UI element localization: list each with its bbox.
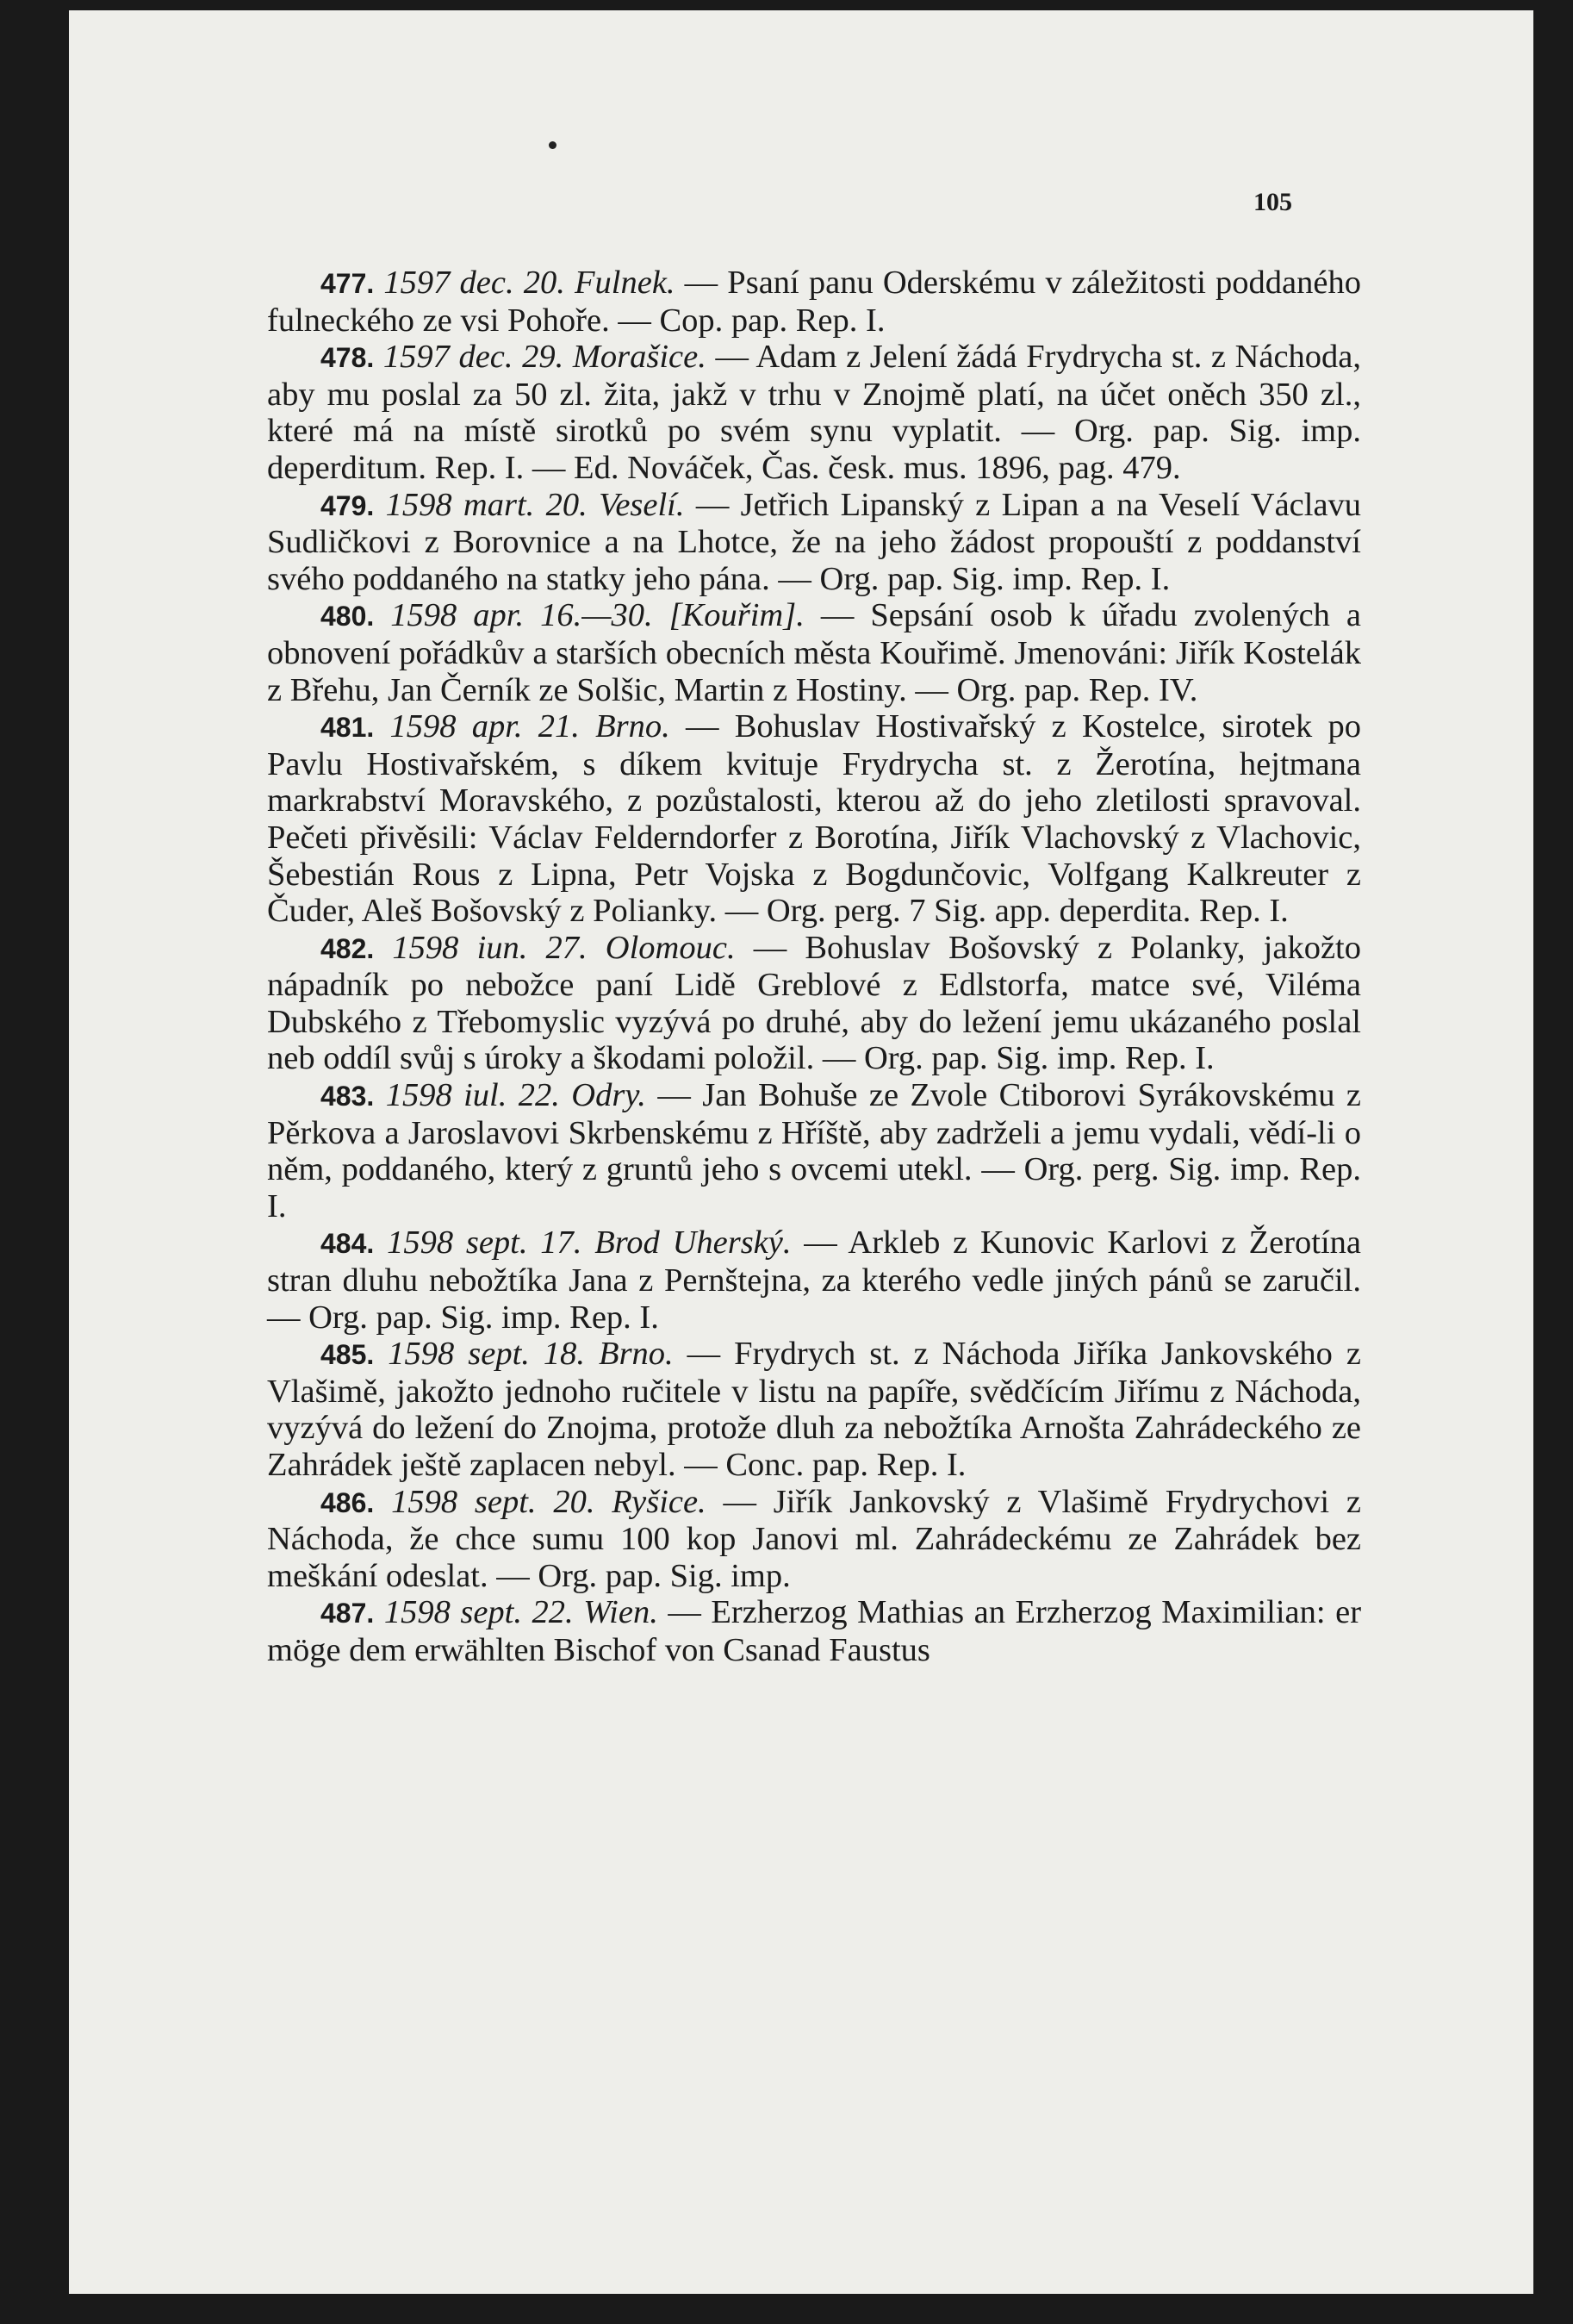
entry-number: 481.	[320, 712, 375, 744]
entry-number: 487.	[320, 1598, 375, 1629]
entry-number: 486.	[320, 1486, 375, 1518]
entry-date: 1598 apr. 16.—30.	[390, 597, 653, 634]
entry-date: 1598 sept. 18.	[388, 1336, 586, 1373]
entry-487	[267, 1594, 1361, 1668]
entry-number: 479.	[320, 489, 375, 521]
entry-479	[267, 487, 1361, 598]
entry-486	[267, 1484, 1361, 1595]
entries-block	[267, 265, 1361, 1669]
entry-date: 1598 mart. 20.	[385, 486, 588, 523]
entry-number: 482.	[320, 932, 375, 964]
entry-number: 484.	[320, 1228, 375, 1260]
entry-482	[267, 930, 1361, 1077]
entry-text: — Erzherzog Mathias an Erzherzog Maximilian: er möge dem erwählten Bischof von Csanad Faustus	[267, 1594, 1362, 1668]
entry-place: Odry.	[571, 1077, 646, 1114]
entry-place: [Kouřim].	[668, 597, 805, 634]
entry-text: — Sepsání osob k úřadu zvolených a obnovení pořádkův a starších obecních města Kouřimě. Jmenováni: Jiřík Kostelák z Břehu, Jan Černík ze Solšic, Martin z Hostiny. — Org. pap. Rep. IV.	[267, 597, 1362, 708]
entry-date: 1598 iun. 27.	[392, 929, 588, 966]
entry-date: 1597 dec. 29.	[382, 339, 564, 376]
entry-number: 485.	[320, 1339, 375, 1371]
entry-480	[267, 597, 1361, 708]
entry-place: Wien.	[583, 1594, 658, 1631]
entry-483	[267, 1077, 1361, 1224]
entry-text: — Arkleb z Kunovic Karlovi z Žerotína stran dluhu nebožtíka Jana z Pernštejna, za kterého vedle jiných pánů se zaručil. — Org. pap. Sig. imp. Rep. I.	[267, 1224, 1362, 1336]
entry-478	[267, 339, 1361, 486]
entry-text: — Jiřík Jankovský z Vlašimě Frydrychovi z Náchoda, že chce sumu 100 kop Janovi ml. Zahrádeckému ze Zahrádek bez meškání odeslat. — Org. pap. Sig. imp.	[267, 1483, 1361, 1594]
entry-date: 1597 dec. 20.	[383, 265, 565, 301]
entry-number: 477.	[320, 268, 375, 299]
entry-number: 483.	[320, 1081, 375, 1112]
entry-date: 1598 sept. 22.	[383, 1594, 574, 1631]
entry-place: Fulnek.	[575, 265, 675, 301]
entry-date: 1598 sept. 20.	[391, 1483, 595, 1520]
entry-text: — Bohuslav Bošovský z Polanky, jakožto nápadník po nebožce paní Lidě Greblové z Edlstorfa, matce své, Viléma Dubského z Třebomyslic vyzývá po druhé, aby do ležení jemu ukázaného poslal neb oddíl svůj s úroky a škodami položil. — Org. pap. Sig. imp. Rep. I.	[267, 929, 1361, 1077]
entry-text: — Adam z Jelení žádá Frydrycha st. z Náchoda, aby mu poslal za 50 zl. žita, jakž v trhu v Znojmě platí, na účet oněch 350 zl., které má na místě sirotků po svém synu vyplatit. — Org. pap. Sig. imp. deperditum. Rep. I. — Ed. Nováček, Čas. česk. mus. 1896, pag. 479.	[267, 339, 1362, 486]
entry-date: 1598 sept. 17.	[387, 1224, 582, 1262]
entry-484	[267, 1224, 1361, 1336]
document-page	[69, 10, 1533, 2294]
entry-place: Brod Uherský.	[594, 1224, 792, 1262]
entry-place: Morašice.	[572, 339, 706, 376]
entry-place: Olomouc.	[605, 929, 736, 966]
entry-text: — Psaní panu Oderskému v záležitosti poddaného fulneckého ze vsi Pohoře. — Cop. pap. Rep. I.	[267, 265, 1361, 339]
entry-485	[267, 1336, 1361, 1483]
entry-place: Brno.	[599, 1336, 674, 1373]
entry-477	[267, 265, 1361, 339]
ink-dot	[549, 141, 556, 149]
entry-place: Ryšice.	[612, 1483, 706, 1520]
entry-place: Brno.	[595, 708, 670, 745]
entry-date: 1598 apr. 21.	[389, 708, 580, 745]
entry-date: 1598 iul. 22.	[385, 1077, 560, 1114]
entry-number: 480.	[320, 601, 375, 632]
entry-text: — Frydrych st. z Náchoda Jiříka Jankovského z Vlašimě, jakožto jednoho ručitele v listu na papíře, svědčícím Jiřímu z Náchoda, vyzývá do ležení do Znojma, protože dluh za nebožtíka Arnošta Zahrádeckého ze Zahrádek ještě zaplacen nebyl. — Conc. pap. Rep. I.	[267, 1336, 1361, 1483]
page-number: 105	[1253, 188, 1292, 216]
entry-text: — Bohuslav Hostivařský z Kostelce, sirotek po Pavlu Hostivařském, s díkem kvituje Frydrycha st. z Žerotína, hejtmana markrabství Moravského, z pozůstalosti, kterou až do jeho zletilosti spravoval. Pečeti přivěsili: Václav Felderndorfer z Borotína, Jiřík Vlachovský z Vlachovic, Šebestián Rous z Lipna, Petr Vojska z Bogdunčovic, Volfgang Kalkreuter z Čuder, Aleš Bošovský z Polianky. — Org. perg. 7 Sig. app. deperdita. Rep. I.	[267, 708, 1361, 930]
entry-text: — Jan Bohuše ze Zvole Ctiborovi Syrákovskému z Pěrkova a Jaroslavovi Skrbenskému z Hříště, aby zadrželi a jemu vydali, vědí-li o něm, poddaného, který z gruntů jeho s ovcemi utekl. — Org. perg. Sig. imp. Rep. I.	[267, 1077, 1361, 1224]
entry-place: Veselí.	[599, 486, 685, 523]
entry-number: 478.	[320, 342, 375, 374]
entry-text: — Jetřich Lipanský z Lipan a na Veselí Václavu Sudličkovi z Borovnice a na Lhotce, že na jeho žádost propouští z poddanství svého poddaného na statky jeho pána. — Org. pap. Sig. imp. Rep. I.	[267, 486, 1362, 597]
entry-481	[267, 708, 1361, 930]
